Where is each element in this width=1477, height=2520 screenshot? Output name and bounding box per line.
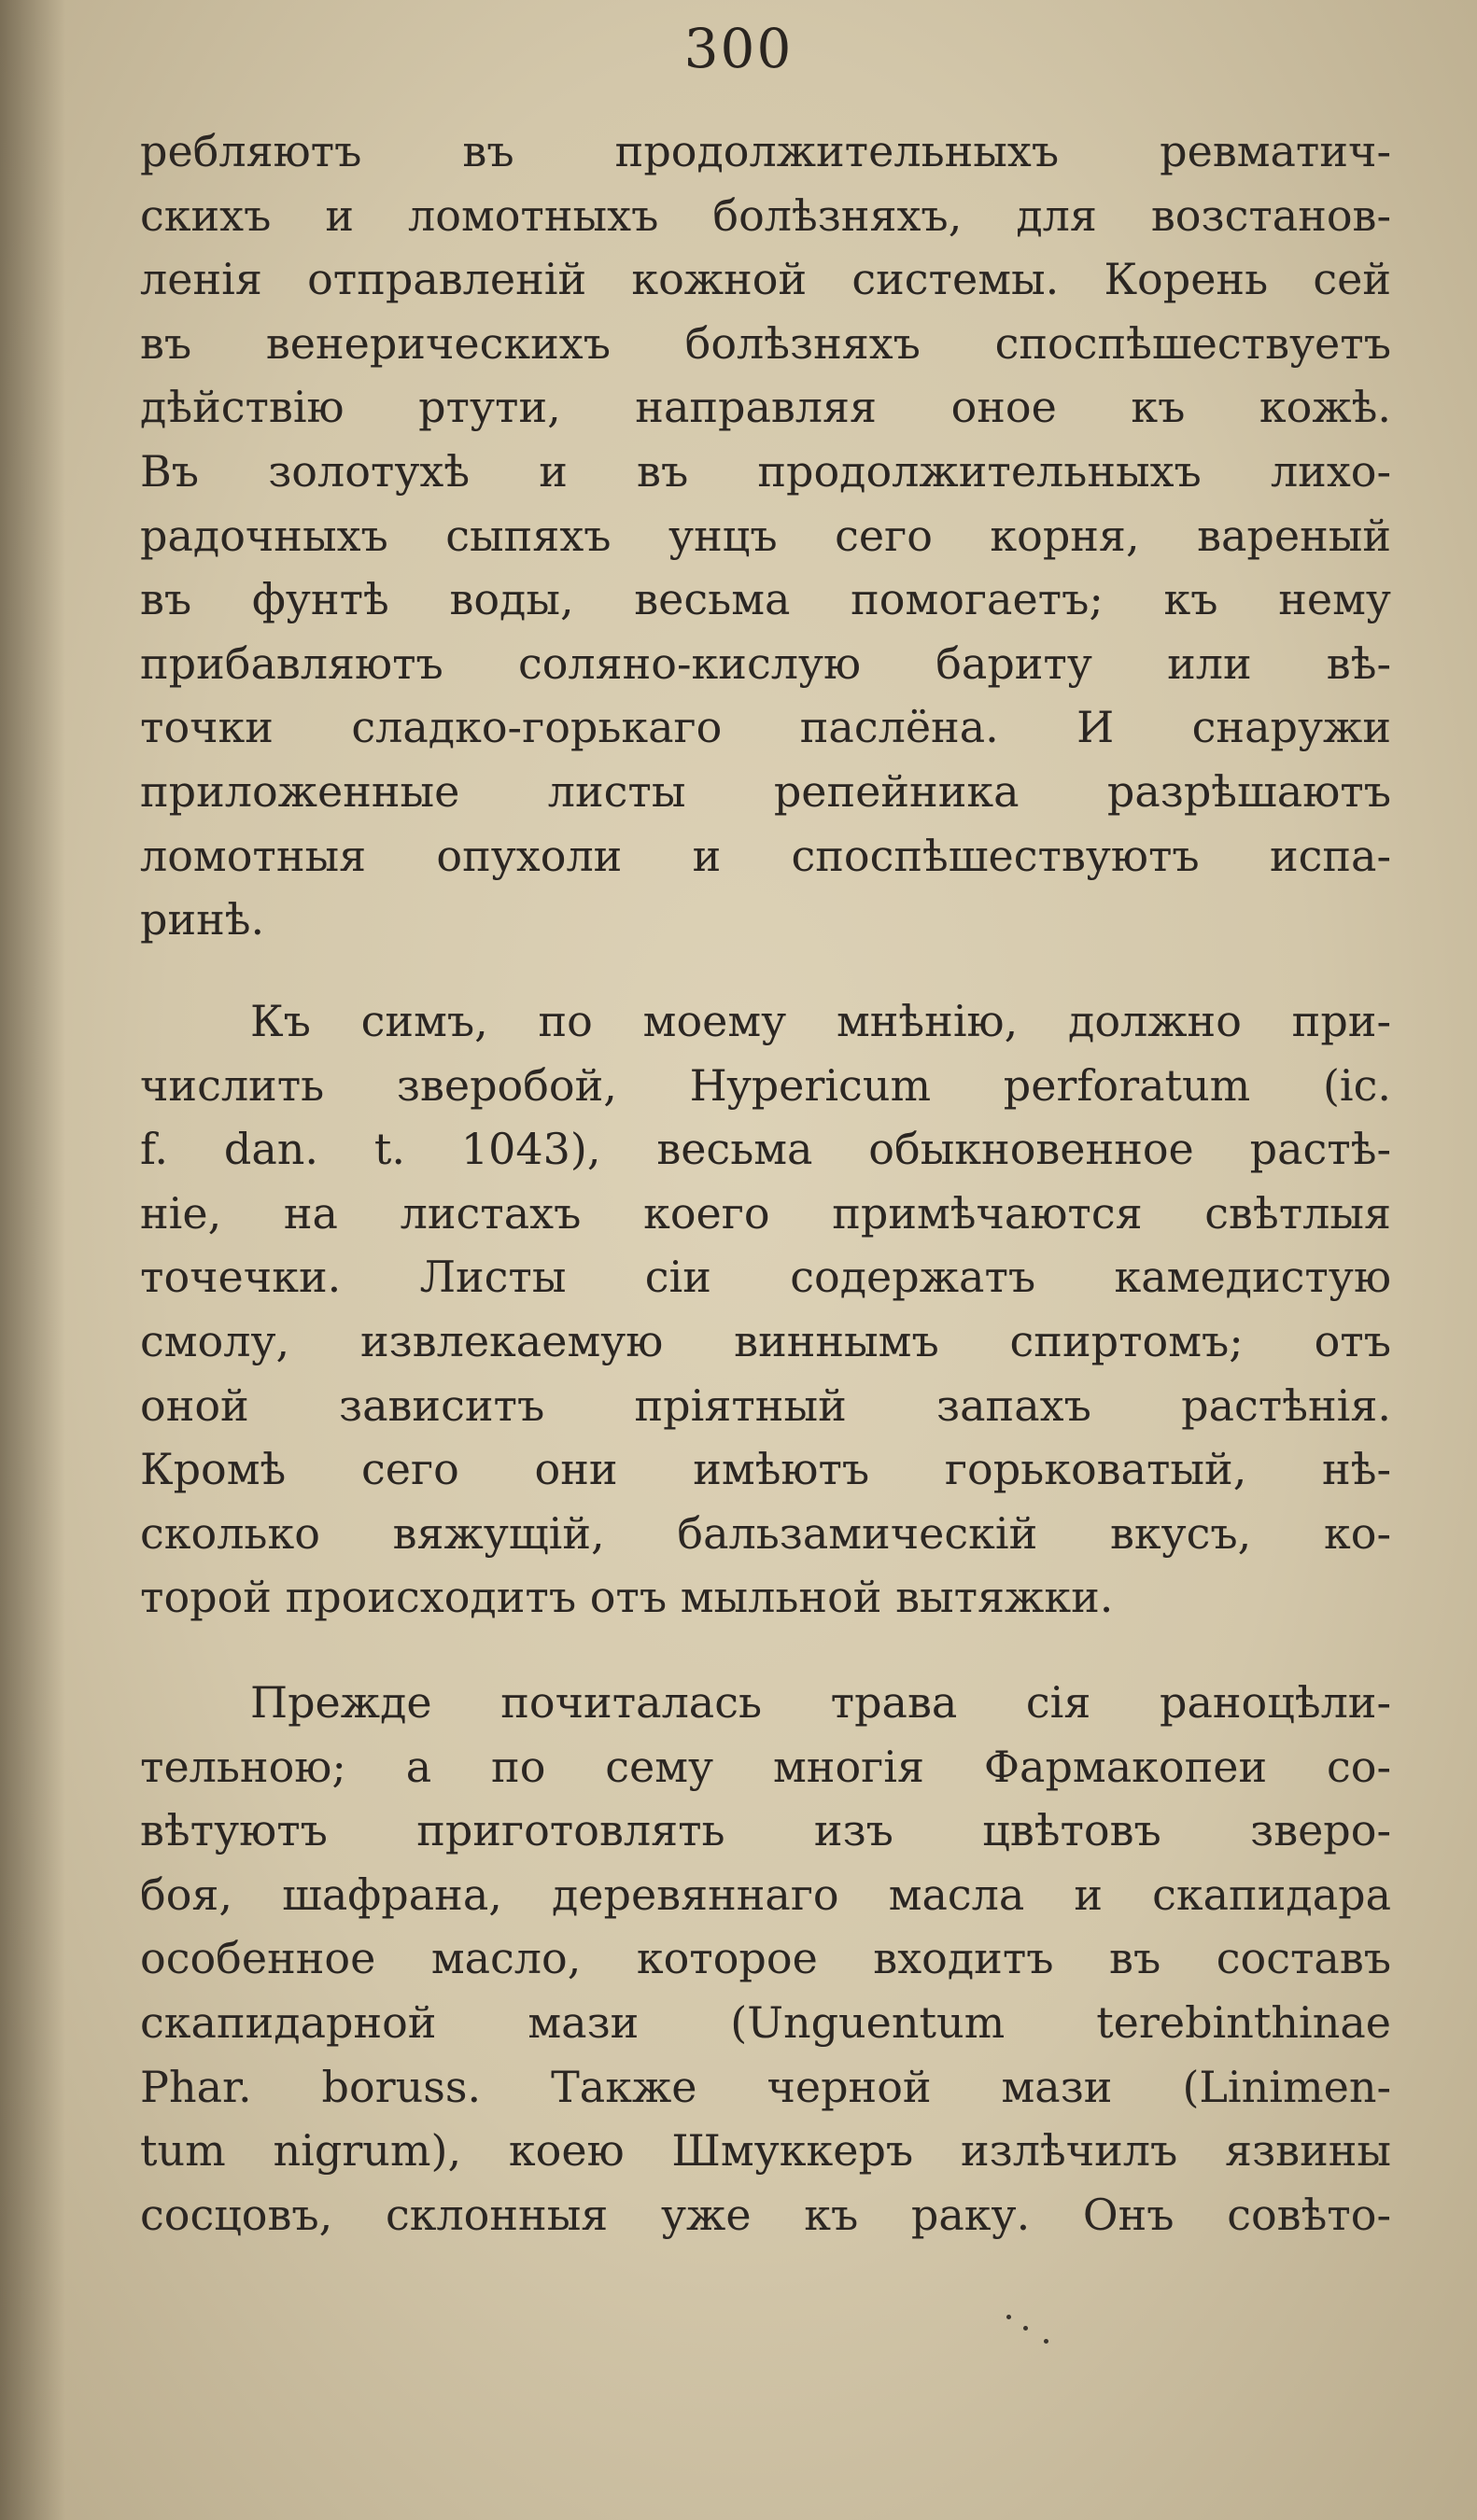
text-line: Кромѣ сего они имѣютъ горьковатый, нѣ- <box>140 1444 1391 1495</box>
text-line: ломотныя опухоли и споспѣшествуютъ испа- <box>140 830 1391 881</box>
text-line: дѣйствію ртути, направляя оное къ кожѣ. <box>140 382 1391 433</box>
text-line: въ фунтѣ воды, весьма помогаетъ; къ нему <box>140 574 1391 625</box>
text-line: скапидарной мази (Unguentum terebinthinae <box>140 1996 1391 2048</box>
text-line: Phar. boruss. Также черной мази (Linimen- <box>140 2061 1391 2112</box>
text-line: ленія отправленій кожной системы. Корень сей <box>140 254 1391 305</box>
text-line: числить зверобой, Hypericum perforatum (ic. <box>140 1059 1391 1111</box>
text-line: боя, шафрана, деревяннаго масла и скапидара <box>140 1869 1391 1920</box>
text-line: f. dan. t. 1043), весьма обыкновенное растѣ- <box>140 1124 1391 1175</box>
text-line: оной зависитъ пріятный запахъ растѣнія. <box>140 1379 1391 1431</box>
text-line: радочныхъ сыпяхъ унцъ сего корня, вареный <box>140 510 1391 561</box>
text-line: ринѣ. <box>140 894 265 945</box>
text-line: смолу, извлекаемую виннымъ спиртомъ; отъ <box>140 1315 1391 1366</box>
text-line: сосцовъ, склонныя уже къ раку. Онъ совѣто- <box>140 2189 1391 2240</box>
text-line: ніе, на листахъ коего примѣчаются свѣтлыя <box>140 1187 1391 1239</box>
text-line: особенное масло, которое входитъ въ составъ <box>140 1933 1391 1984</box>
paragraph-1 <box>140 119 1391 952</box>
print-speck <box>1006 2315 1011 2319</box>
text-line: tum nigrum), коею Шмуккеръ излѣчилъ язвины <box>140 2125 1391 2177</box>
text-line: вѣтуютъ приготовлять изъ цвѣтовъ зверо- <box>140 1805 1391 1856</box>
text-line: скихъ и ломотныхъ болѣзняхъ, для возстанов- <box>140 189 1391 241</box>
text-line: Въ золотухѣ и въ продолжительныхъ лихо- <box>140 445 1391 497</box>
page-number: 300 <box>683 17 794 80</box>
text-line: торой происходитъ отъ мыльной вытяжки. <box>140 1572 1114 1623</box>
text-line: въ венерическихъ болѣзняхъ споспѣшествуетъ <box>140 317 1391 369</box>
paragraph-3 <box>140 1671 1391 2247</box>
text-line: Прежде почиталась трава сія раноцѣли- <box>250 1677 1391 1728</box>
text-line: точечки. Листы сіи содержатъ камедистую <box>140 1252 1391 1303</box>
print-speck <box>1044 2339 1048 2344</box>
text-line: тельною; а по сему многія Фармакопеи со- <box>140 1741 1391 1792</box>
paragraph-2 <box>140 989 1391 1630</box>
text-line: Къ симъ, по моему мнѣнію, должно при- <box>250 996 1391 1046</box>
text-line: ребляютъ въ продолжительныхъ ревматич- <box>140 126 1391 176</box>
text-line: точки сладко-горькаго паслёна. И снаружи <box>140 702 1391 753</box>
print-speck <box>1023 2326 1028 2331</box>
text-line: приложенные листы репейника разрѣшаютъ <box>140 765 1391 817</box>
text-line: сколько вяжущій, бальзамическій вкусъ, ко- <box>140 1507 1391 1559</box>
text-line: прибавляютъ соляно-кислую бариту или вѣ- <box>140 637 1391 689</box>
binding-shadow <box>0 0 65 2520</box>
